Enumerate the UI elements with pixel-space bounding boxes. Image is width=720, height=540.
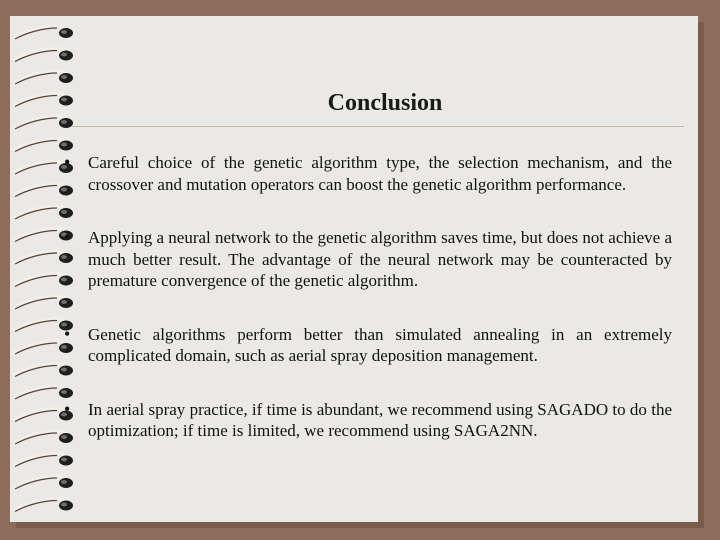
bullet-icon: • xyxy=(64,227,71,247)
binding-ring xyxy=(14,499,73,512)
binding-ring xyxy=(14,139,73,152)
title-divider xyxy=(72,126,684,127)
bullet-text: Applying a neural network to the genetic algorithm saves time, but does not achieve a much better result. The advantage of the neural network may be counteracted by premature convergence of the genetic algorithm. xyxy=(88,228,672,290)
bullet-list xyxy=(60,152,672,474)
bullet-item xyxy=(60,399,672,442)
bullet-text: In aerial spray practice, if time is abundant, we recommend using SAGADO to do the optimization; if time is limited, we recommend using SAGA2NN. xyxy=(88,399,672,440)
binding-ring xyxy=(14,71,73,84)
bullet-icon: • xyxy=(64,152,71,172)
binding-ring xyxy=(14,26,73,39)
bullet-item xyxy=(60,152,672,195)
bullet-icon: • xyxy=(64,323,71,344)
bullet-item xyxy=(60,227,672,292)
binding-ring xyxy=(14,476,73,489)
bullet-icon: • xyxy=(64,398,71,419)
bullet-item xyxy=(60,324,672,367)
bullet-text: Genetic algorithms perform better than simulated annealing in an extremely complicated domain, such as aerial spray deposition management. xyxy=(88,324,672,365)
binding-ring xyxy=(14,116,73,129)
binding-ring xyxy=(14,94,73,107)
slide-title: Conclusion xyxy=(327,90,443,116)
bullet-text: Careful choice of the genetic algorithm type, the selection mechanism, and the crossover and mutation operators can boost the genetic algorithm performance. xyxy=(88,153,672,194)
binding-ring xyxy=(14,49,73,62)
